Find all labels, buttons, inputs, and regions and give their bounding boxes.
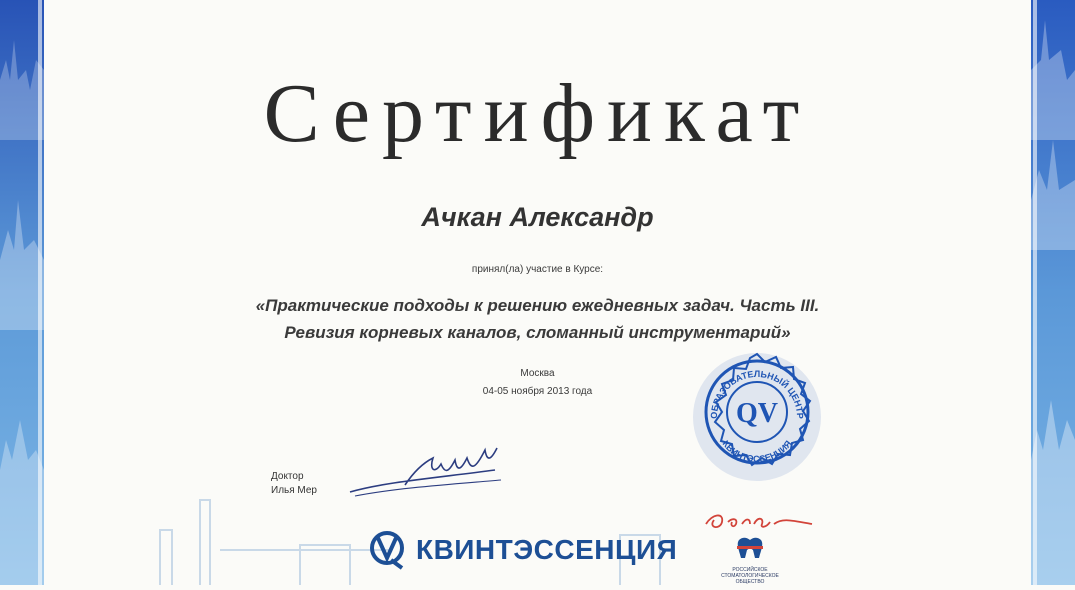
brand-monogram-icon [366, 530, 408, 570]
seal-top-text: ОБРАЗОВАТЕЛЬНЫЙ ЦЕНТР [708, 368, 806, 419]
signer-name: Илья Мер [271, 485, 317, 496]
course-title [0, 292, 1075, 346]
dental-society-logo [720, 536, 780, 585]
brand-logo-text: КВИНТЭССЕНЦИЯ [416, 534, 678, 565]
signer-block [271, 470, 317, 498]
tooth-icon [735, 536, 765, 560]
course-title-line-2: Ревизия корневых каналов, сломанный инструментарий» [284, 323, 791, 342]
recipient-name: Ачкан Александр [421, 202, 654, 232]
brand-logo [366, 530, 677, 570]
seal-bottom-text: КВИНТЭССЕНЦИЯ [720, 438, 794, 465]
signer-title: Доктор [271, 471, 304, 482]
society-text-line-3: ОБЩЕСТВО [735, 579, 765, 585]
society-text-line-2: СТОМАТОЛОГИЧЕСКОЕ [721, 573, 779, 579]
signature [345, 440, 510, 510]
seal-monogram: QV [736, 398, 778, 429]
dates: 04-05 ноября 2013 года [482, 386, 593, 397]
society-text-line-1: РОССИЙСКОЕ [732, 567, 768, 573]
course-title-line-1: «Практические подходы к решению ежедневных задач. Часть III. [255, 296, 820, 315]
participation-text: принял(ла) участие в Курсе: [471, 264, 604, 275]
certificate-title: Сертификат [263, 67, 812, 160]
city: Москва [520, 368, 555, 379]
education-center-seal [690, 350, 825, 490]
